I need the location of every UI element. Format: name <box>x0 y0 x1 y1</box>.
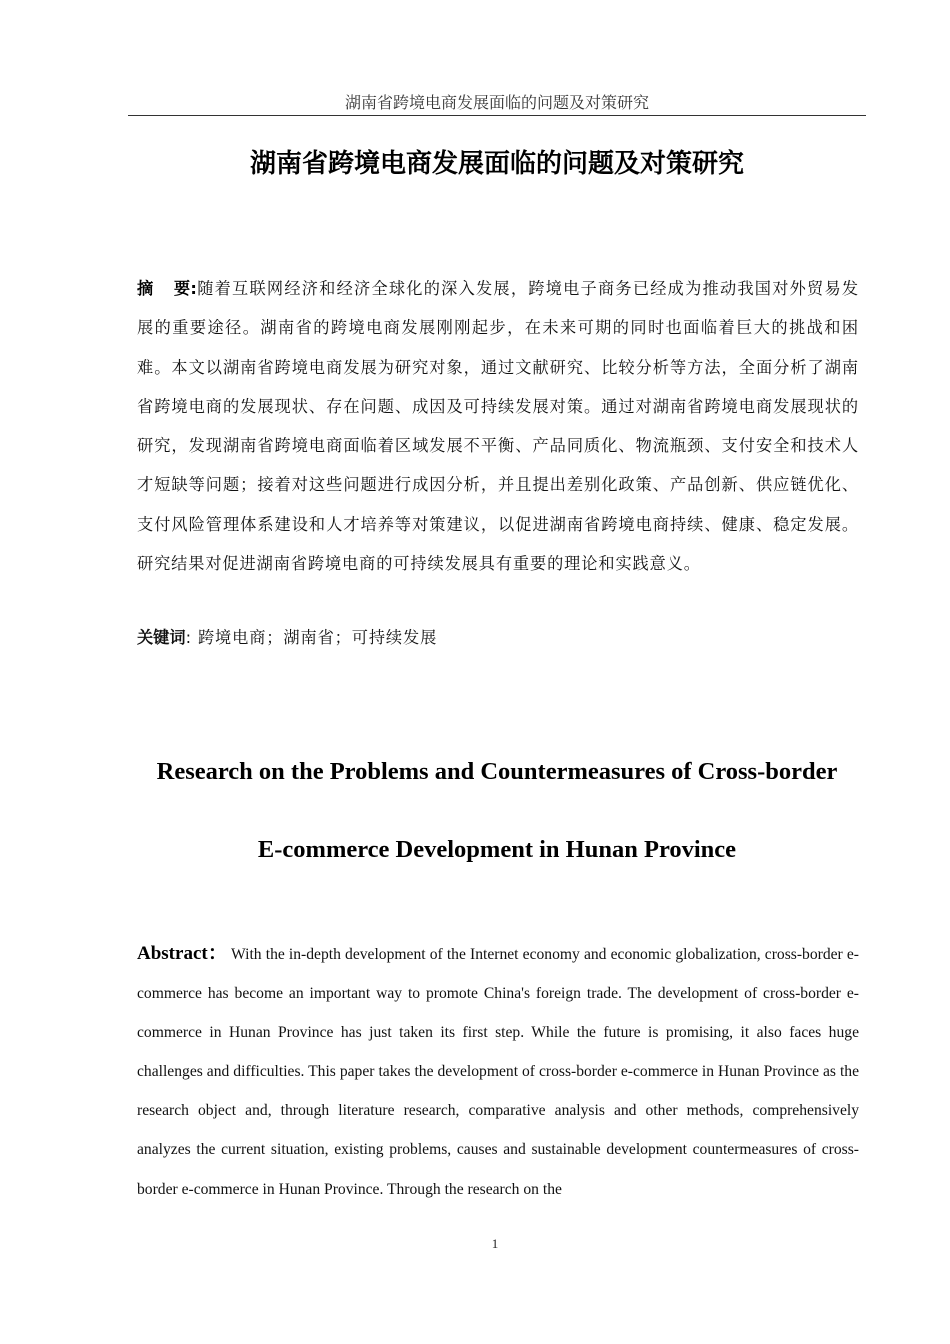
english-abstract-label: Abstract： <box>137 943 228 964</box>
chinese-keywords-text: : 跨境电商；湖南省；可持续发展 <box>185 628 438 647</box>
chinese-keywords <box>137 620 859 656</box>
chinese-abstract-label-second: 要: <box>173 279 197 298</box>
chinese-abstract-label <box>137 279 197 298</box>
chinese-abstract-text: 随着互联网经济和经济全球化的深入发展，跨境电子商务已经成为推动我国对外贸易发展的重要途径。湖南省的跨境电商发展刚刚起步，在未来可期的同时也面临着巨大的挑战和困难。本文以湖南省跨境电商发展为研究对象，通过文献研究、比较分析等方法，全面分析了湖南省跨境电商的发展现状、存在问题、成因及可持续发展对策。通过对湖南省跨境电商发展现状的研究，发现湖南省跨境电商面临着区域发展不平衡、产品同质化、物流瓶颈、支付安全和技术人才短缺等问题；接着对这些问题进行成因分析，并且提出差别化政策、产品创新、供应链优化、支付风险管理体系建设和人才培养等对策建议，以促进湖南省跨境电商持续、健康、稳定发展。研究结果对促进湖南省跨境电商的可持续发展具有重要的理论和实践意义。 <box>137 279 859 574</box>
chinese-title: 湖南省跨境电商发展面临的问题及对策研究 <box>249 149 744 179</box>
chinese-abstract <box>137 269 859 583</box>
english-title-line-2: E-commerce Development in Hunan Province <box>257 836 737 863</box>
english-title-line-1: Research on the Problems and Countermeasures of Cross-border <box>156 758 838 785</box>
chinese-abstract-label-first: 摘 <box>137 279 154 298</box>
page-number: 1 <box>491 1236 499 1251</box>
header-rule <box>128 115 866 116</box>
chinese-keywords-label: 关键词 <box>137 628 186 647</box>
english-title <box>128 733 866 889</box>
running-header: 湖南省跨境电商发展面临的问题及对策研究 <box>344 93 649 112</box>
english-abstract-text: With the in-depth development of the Internet economy and economic globalization, cross-border e-commerce has become an important way to promote China's foreign trade. The development of cross-border e-commerce in Hunan Province has just taken its first step. While the future is promising, it also faces huge challenges and difficulties. This paper takes the development of cross-border e-commerce in Hunan Province as the research object and, through literature research, comparative analysis and other methods, comprehensively analyzes the current situation, existing problems, causes and sustainable development countermeasures of cross-border e-commerce in Hunan Province. Through the research on the <box>137 946 859 1198</box>
english-abstract <box>137 934 859 1209</box>
